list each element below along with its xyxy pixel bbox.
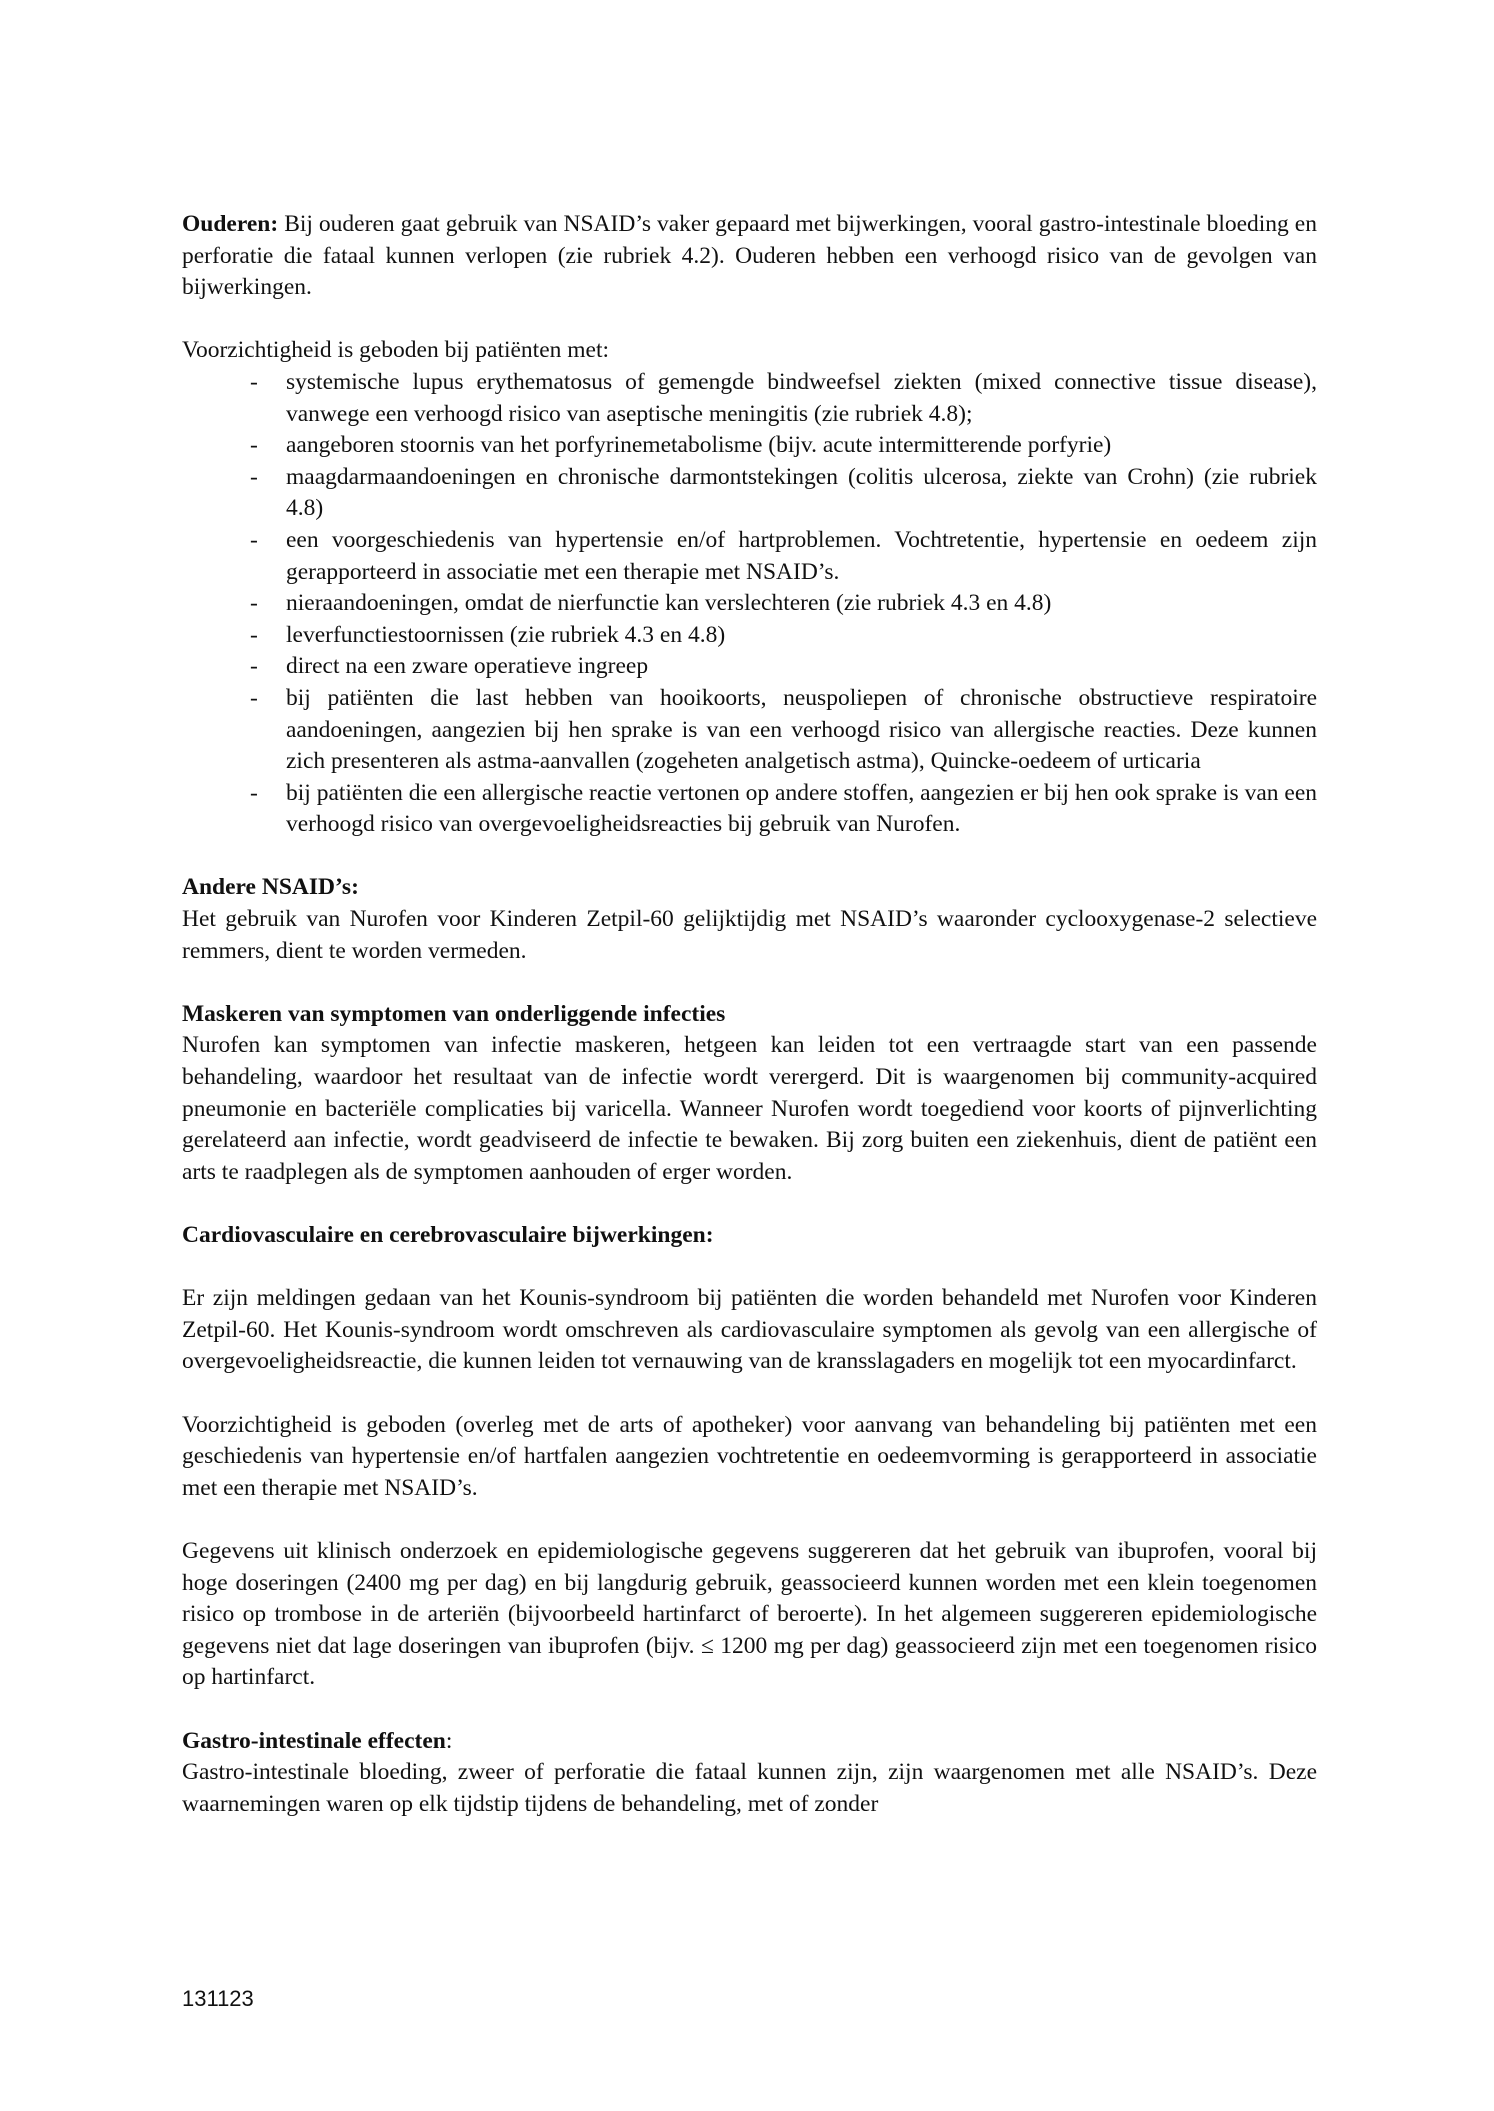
spacer: [182, 1252, 1317, 1284]
spacer: [182, 967, 1317, 999]
cardio-heading-text: Cardiovasculaire en cerebrovasculaire bijwerkingen:: [182, 1222, 714, 1248]
dash-marker: -: [250, 368, 258, 395]
list-item-text: een voorgeschiedenis van hypertensie en/of hartproblemen. Vochtretentie, hypertensie en oedeem zijn gerapporteerd in associatie met een therapie met NSAID’s.: [286, 526, 1317, 585]
dash-marker: -: [250, 463, 258, 490]
andere-text: Het gebruik van Nurofen voor Kinderen Zetpil-60 gelijktijdig met NSAID’s waaronder cyclooxygenase-2 selectieve remmers, dient te worden vermeden.: [182, 906, 1317, 964]
ouderen-text: Bij ouderen gaat gebruik van NSAID’s vaker gepaard met bijwerkingen, vooral gastro-intestinale bloeding en perforatie die fataal kunnen verlopen (zie rubriek 4.2). Ouderen hebben een verhoogd risico van de gevolgen van bijwerkingen.: [182, 211, 1317, 301]
precaution-list: [182, 367, 1317, 841]
dash-marker: -: [250, 684, 258, 711]
list-item-text: aangeboren stoornis van het porfyrinemetabolisme (bijv. acute intermitterende porfyrie): [286, 432, 1112, 459]
list-item-text: bij patiënten die een allergische reactie vertonen op andere stoffen, aangezien er bij hen ook sprake is van een verhoogd risico van overgevoeligheidsreacties bij gebruik van Nurofen.: [286, 779, 1317, 838]
list-item-text: systemische lupus erythematosus of gemengde bindweefsel ziekten (mixed connective tissue disease), vanwege een verhoogd risico van aseptische meningitis (zie rubriek 4.8);: [286, 368, 1317, 427]
spacer: [182, 1188, 1317, 1220]
maskeren-heading: [182, 999, 1317, 1031]
ouderen-paragraph: [182, 209, 1317, 304]
list-item: [182, 683, 1317, 778]
voorzichtigheid-intro: Voorzichtigheid is geboden bij patiënten met:: [182, 337, 610, 364]
dash-marker: -: [250, 653, 258, 680]
page-footer-code: 131123: [182, 1986, 254, 2011]
maskeren-text: Nurofen kan symptomen van infectie maskeren, hetgeen kan leiden tot een vertraagde start van een passende behandeling, waardoor het resultaat van de infectie wordt verergerd. Dit is waargenomen bij community-acquired pneumonie en bacteriële complicaties bij varicella. Wanneer Nurofen wordt toegediend voor koorts of pijnverlichting gerelateerd aan infectie, wordt geadviseerd de infectie te bewaken. Bij zorg buiten een ziekenhuis, dient de patiënt een arts te raadplegen als de symptomen aanhouden of erger worden.: [182, 1032, 1317, 1185]
list-item-text: bij patiënten die last hebben van hooikoorts, neuspoliepen of chronische obstructieve respiratoire aandoeningen, aangezien bij hen sprake is van een verhoogd risico van allergische reacties. Deze kunnen zich presenteren als astma-aanvallen (zogeheten analgetisch astma), Quincke-oedeem of urticaria: [286, 684, 1317, 775]
list-item: [182, 588, 1317, 620]
spacer: [182, 1504, 1317, 1536]
list-item-text: nieraandoeningen, omdat de nierfunctie kan verslechteren (zie rubriek 4.3 en 4.8): [286, 590, 1052, 617]
dash-marker: -: [250, 526, 258, 553]
gastro-heading-text: Gastro-intestinale effecten: [182, 1727, 446, 1754]
dash-marker: -: [250, 590, 258, 617]
gastro-text: Gastro-intestinale bloeding, zweer of perforatie die fataal kunnen zijn, zijn waargenomen met alle NSAID’s. Deze waarnemingen waren op elk tijdstip tijdens de behandeling, met of zonder: [182, 1759, 1317, 1817]
dash-marker: -: [250, 432, 258, 459]
dash-marker: -: [250, 621, 258, 648]
list-item: [182, 525, 1317, 588]
list-item-text: direct na een zware operatieve ingreep: [286, 653, 649, 680]
list-item: [182, 651, 1317, 683]
cardio-paragraph-3: Gegevens uit klinisch onderzoek en epidemiologische gegevens suggereren dat het gebruik van ibuprofen, vooral bij hoge doseringen (2400 mg per dag) en bij langdurig gebruik, geassocieerd kunnen worden met een klein toegenomen risico op trombose in de arteriën (bijvoorbeeld hartinfarct of beroerte). In het algemeen suggereren epidemiologische gegevens niet dat lage doseringen van ibuprofen (bijv. ≤ 1200 mg per dag) geassocieerd zijn met een toegenomen risico op hartinfarct.: [182, 1537, 1317, 1691]
list-item: [182, 430, 1317, 462]
list-item-text: leverfunctiestoornissen (zie rubriek 4.3 en 4.8): [286, 621, 726, 648]
list-item-text: maagdarmaandoeningen en chronische darmontstekingen (colitis ulcerosa, ziekte van Crohn) (zie rubriek 4.8): [286, 463, 1317, 522]
spacer: [182, 304, 1317, 336]
dash-marker: -: [250, 779, 258, 806]
spacer: [182, 841, 1317, 873]
spacer: [182, 1694, 1317, 1726]
list-item: [182, 778, 1317, 841]
cardio-heading: [182, 1220, 1317, 1252]
andere-heading: [182, 872, 1317, 904]
list-item: [182, 620, 1317, 652]
cardio-paragraph-2: Voorzichtigheid is geboden (overleg met de arts of apotheker) voor aanvang van behandeling bij patiënten met een geschiedenis van hypertensie en/of hartfalen aangezien vochtretentie en oedeemvorming is gerapporteerd in associatie met een therapie met NSAID’s.: [182, 1411, 1317, 1501]
maskeren-heading-text: Maskeren van symptomen van onderliggende infecties: [182, 1000, 726, 1027]
andere-heading-text: Andere NSAID’s:: [182, 874, 359, 901]
list-item: [182, 462, 1317, 525]
cardio-paragraph-1: Er zijn meldingen gedaan van het Kounis-syndroom bij patiënten die worden behandeld met Nurofen voor Kinderen Zetpil-60. Het Kounis-syndroom wordt omschreven als cardiovasculaire symptomen als gevolg van een allergische of overgevoeligheidsreactie, die kunnen leiden tot vernauwing van de kransslagaders en mogelijk tot een myocardinfarct.: [182, 1285, 1317, 1375]
spacer: [182, 1378, 1317, 1410]
gastro-heading: [182, 1726, 1317, 1758]
gastro-heading-colon: :: [445, 1727, 453, 1754]
ouderen-label: Ouderen:: [182, 211, 279, 237]
list-item: [182, 367, 1317, 430]
document-body: [182, 209, 1317, 1820]
